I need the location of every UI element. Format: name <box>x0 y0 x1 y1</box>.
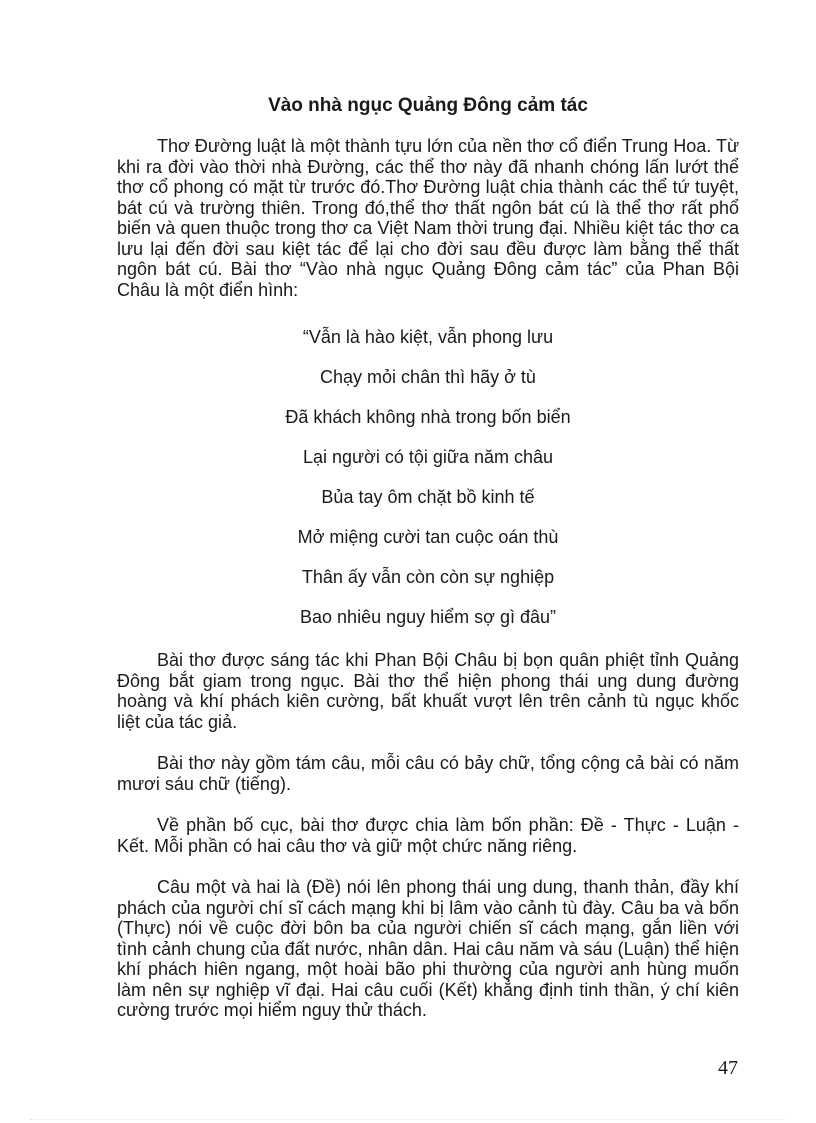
bottom-divider <box>30 1119 786 1120</box>
poem-line: Thân ấy vẫn còn còn sự nghiệp <box>301 567 555 587</box>
analysis-paragraph: Câu một và hai là (Đề) nói lên phong thái ung dung, thanh thản, đầy khí phách của người chí sĩ cách mạng khi bị lâm vào cảnh tù đày. Câu ba và bốn (Thực) nói về cuộc đời bôn ba của người chiến sĩ cách mạng, gắn liền với tình cảnh chung của đất nước, nhân dân. Hai câu năm và sáu (Luận) thể hiện khí phách hiên ngang, một hoài bão phi thường của người anh hùng muốn làm nên sự nghiệp vĩ đại. Hai câu cuối (Kết) khẳng định tinh thần, ý chí kiên cường trước mọi hiểm nguy thử thách. <box>117 877 739 1020</box>
poem <box>117 324 739 644</box>
poem-line: “Vẫn là hào kiệt, vẫn phong lưu <box>302 327 554 347</box>
structure-paragraph: Về phần bố cục, bài thơ được chia làm bốn phần: Đề - Thực - Luận - Kết. Mỗi phần có hai câu thơ và giữ một chức năng riêng. <box>117 815 739 856</box>
poem-line: Mở miệng cười tan cuộc oán thù <box>297 527 559 547</box>
page-title: Vào nhà ngục Quảng Đông cảm tác <box>268 95 588 116</box>
poem-line: Đã khách không nhà trong bốn biển <box>285 407 571 427</box>
context-paragraph: Bài thơ được sáng tác khi Phan Bội Châu bị bọn quân phiệt tỉnh Quảng Đông bắt giam trong ngục. Bài thơ thể hiện phong thái ung dung đường hoàng và khí phách kiên cường, bất khuất vượt lên trên cảnh tù ngục khốc liệt của tác giả. <box>117 650 739 732</box>
form-paragraph: Bài thơ này gồm tám câu, mỗi câu có bảy chữ, tổng cộng cả bài có năm mươi sáu chữ (tiếng). <box>117 753 739 794</box>
page-number: 47 <box>718 1057 738 1079</box>
poem-line: Lại người có tội giữa năm châu <box>302 447 554 467</box>
poem-line: Chạy mỏi chân thì hãy ở tù <box>320 367 536 387</box>
intro-paragraph: Thơ Đường luật là một thành tựu lớn của nền thơ cổ điển Trung Hoa. Từ khi ra đời vào thời nhà Đường, các thể thơ này đã nhanh chóng lấn lướt thể thơ cổ phong có mặt từ trước đó.Thơ Đường luật chia thành các thể tứ tuyệt, bát cú và trường thiên. Trong đó,thể thơ thất ngôn bát cú là thể thơ rất phổ biến và quen thuộc trong thơ ca Việt Nam thời trung đại. Nhiều kiệt tác thơ ca lưu lại đến đời sau kiệt tác để lại cho đời sau đều được làm bằng thể thất ngôn bát cú. Bài thơ “Vào nhà ngục Quảng Đông cảm tác” của Phan Bội Châu là một điển hình: <box>117 136 739 300</box>
poem-line: Bao nhiêu nguy hiểm sợ gì đâu” <box>300 607 556 627</box>
poem-line: Bủa tay ôm chặt bồ kinh tế <box>321 487 535 507</box>
